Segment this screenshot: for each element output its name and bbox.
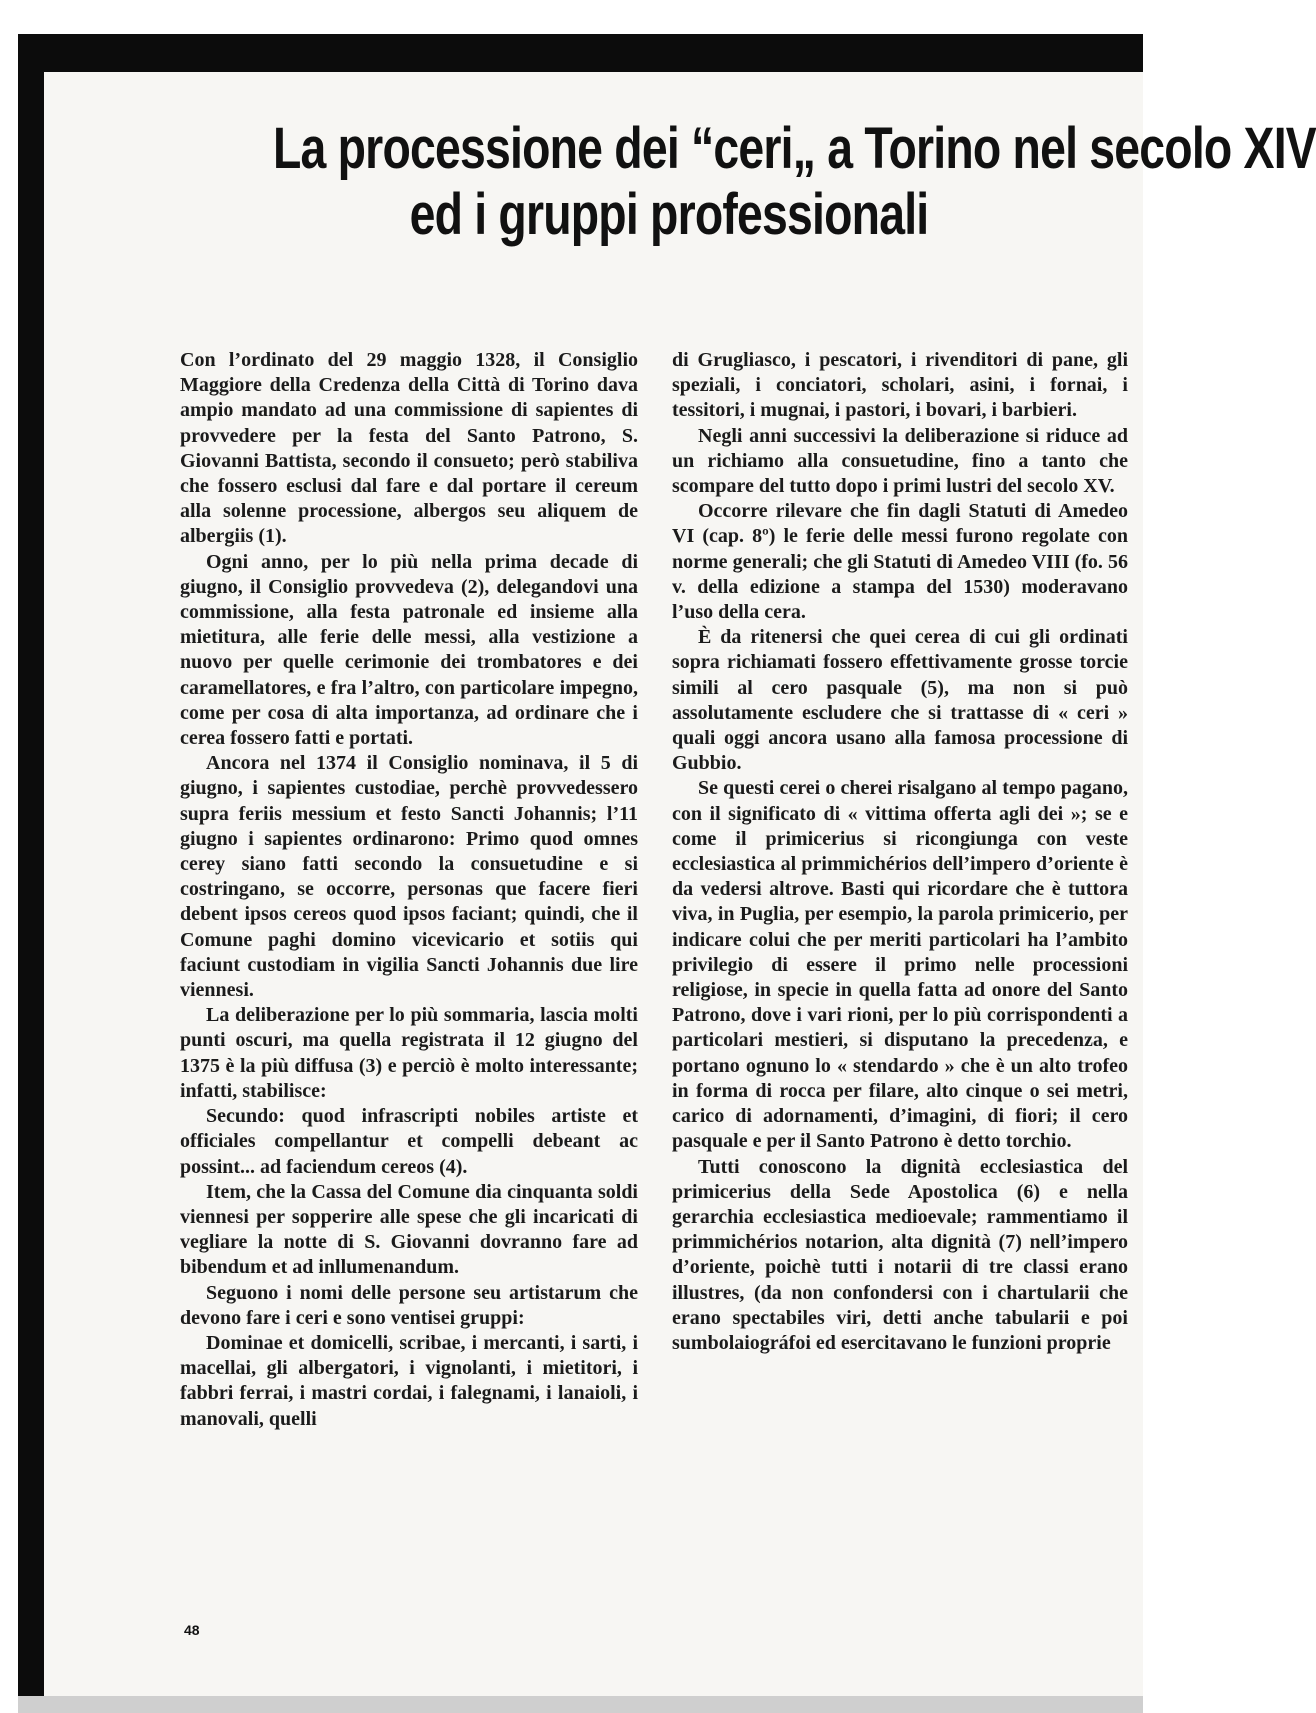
paragraph: Item, che la Cassa del Comune dia cinquanta soldi viennesi per sopperire alle spese che gli incaricati di vegliare la notte di S. Giovanni dovranno fare ad bibendum et ad inllumenandum. <box>180 1180 638 1279</box>
paragraph: Tutti conoscono la dignità ecclesiastica del primicerius della Sede Apostolica (6) e nella gerarchia ecclesiastica medioevale; rammentiamo il primmichérios notarion, alta dignità (7) nell’impero d’oriente, poichè tutti i notarii di tre classi erano illustres, (da non confondersi con i chartularii che erano spectabiles viri, detti anche tabularii e poi sumbolaiográfoi ed esercitavano le funzioni proprie <box>672 1155 1128 1354</box>
paragraph: Ogni anno, per lo più nella prima decade di giugno, il Consiglio provvedeva (2), delegandovi una commissione, alla festa patronale ed insieme alla mietitura, alle ferie delle messi, alla vestizione a nuovo per quelle cerimonie dei trombatores e dei caramellatores, e fra l’altro, con particolare impegno, come per cosa di alta importanza, ad ordinare che i cerea fossero fatti e portati. <box>180 550 638 750</box>
paragraph: Ancora nel 1374 il Consiglio nominava, il 5 di giugno, i sapientes custodiae, perchè provvedessero supra feriis messium et festo Sancti Johannis; l’11 giugno i sapientes ordinarono: Primo quod omnes cerey siano fatti secondo la consuetudine e si costringano, se occorre, personas que facere fieri debent ipsos cereos quod ipsos faciant; quindi, che il Comune paghi domino vicevicario et sotiis qui faciunt custodiam in vigilia Sancti Johannis due lire viennesi. <box>180 752 638 1002</box>
text-column-left <box>180 348 638 1432</box>
paragraph: Seguono i nomi delle persone seu artistarum che devono fare i ceri e sono ventisei gruppi: <box>180 1281 638 1329</box>
paragraph: Dominae et domicelli, scribae, i mercanti, i sarti, i macellai, gli albergatori, i vignolanti, i mietitori, i fabbri ferrai, i mastri cordai, i falegnami, i lanaioli, i manovali, quelli <box>180 1331 638 1430</box>
paragraph: Secundo: quod infrascripti nobiles artiste et officiales compellantur et compelli debeant ac possint... ad faciendum cereos (4). <box>180 1105 638 1178</box>
paragraph: Negli anni successivi la deliberazione si riduce ad un richiamo alla consuetudine, fino a tanto che scompare del tutto dopo i primi lustri del secolo XV. <box>672 424 1128 498</box>
article-title <box>273 116 1316 248</box>
text-column-right <box>672 348 1128 1356</box>
article-title-line-2: ed i gruppi professionali <box>409 182 929 247</box>
page-number: 48 <box>184 1622 200 1638</box>
paragraph: Occorre rilevare che fin dagli Statuti di Amedeo VI (cap. 8º) le ferie delle messi furono regolate con norme generali; che gli Statuti di Amedeo VIII (fo. 56 v. della edizione a stampa del 1530) moderavano l’uso della cera. <box>672 500 1128 624</box>
document-page <box>44 72 1316 1696</box>
paragraph: di Grugliasco, i pescatori, i rivenditori di pane, gli speziali, i conciatori, scholari, asini, i fornai, i tessitori, i mugnai, i pastori, i bovari, i barbieri. <box>672 349 1128 422</box>
paragraph: Se questi cerei o cherei risalgano al tempo pagano, con il significato di « vittima offerta agli dei »; se e come il primicerius si ricongiunga con veste ecclesiastica al primmichérios dell’impero d’oriente è da vedersi altrove. Basti qui ricordare che è tuttora viva, in Puglia, per esempio, la parola primicerio, per indicare colui che per meriti particolari ha l’ambito privilegio di essere il primo nelle processioni religiose, in specie in quella fatta ad onore del Santo Patrono, dove i vari rioni, per lo più corrispondenti a particolari mestieri, si disputano la precedenza, e portano ognuno lo « stendardo » che è un alto trofeo in forma di rocca per filare, alto cinque o sei metri, carico di adornamenti, d’imagini, di fiori; il cero pasquale e per il Santo Patrono è detto torchio. <box>672 777 1128 1153</box>
scan-border-top <box>18 34 1143 72</box>
paragraph: La deliberazione per lo più sommaria, lascia molti punti oscuri, ma quella registrata il 12 giugno del 1375 è la più diffusa (3) e perciò è molto interessante; infatti, stabilisce: <box>180 1004 638 1102</box>
scan-border-left <box>18 34 44 1713</box>
scan-border-bottom <box>18 1696 1143 1713</box>
article-title-line-1: La processione dei “ceri„ a Torino nel secolo XIV <box>273 116 1316 181</box>
paragraph: Con l’ordinato del 29 maggio 1328, il Consiglio Maggiore della Credenza della Città di Torino dava ampio mandato ad una commissione di sapientes di provvedere per la festa del Santo Patrono, S. Giovanni Battista, secondo il consueto; però stabiliva che fossero esclusi dal fare e dal portare il cereum alla solenne processione, albergos seu aliquem de albergiis (1). <box>180 349 638 548</box>
paragraph: È da ritenersi che quei cerea di cui gli ordinati sopra richiamati fossero effettivamente grosse torcie simili al cero pasquale (5), ma non si può assolutamente escludere che si trattasse di « ceri » quali oggi ancora usano alla famosa processione di Gubbio. <box>672 626 1128 775</box>
